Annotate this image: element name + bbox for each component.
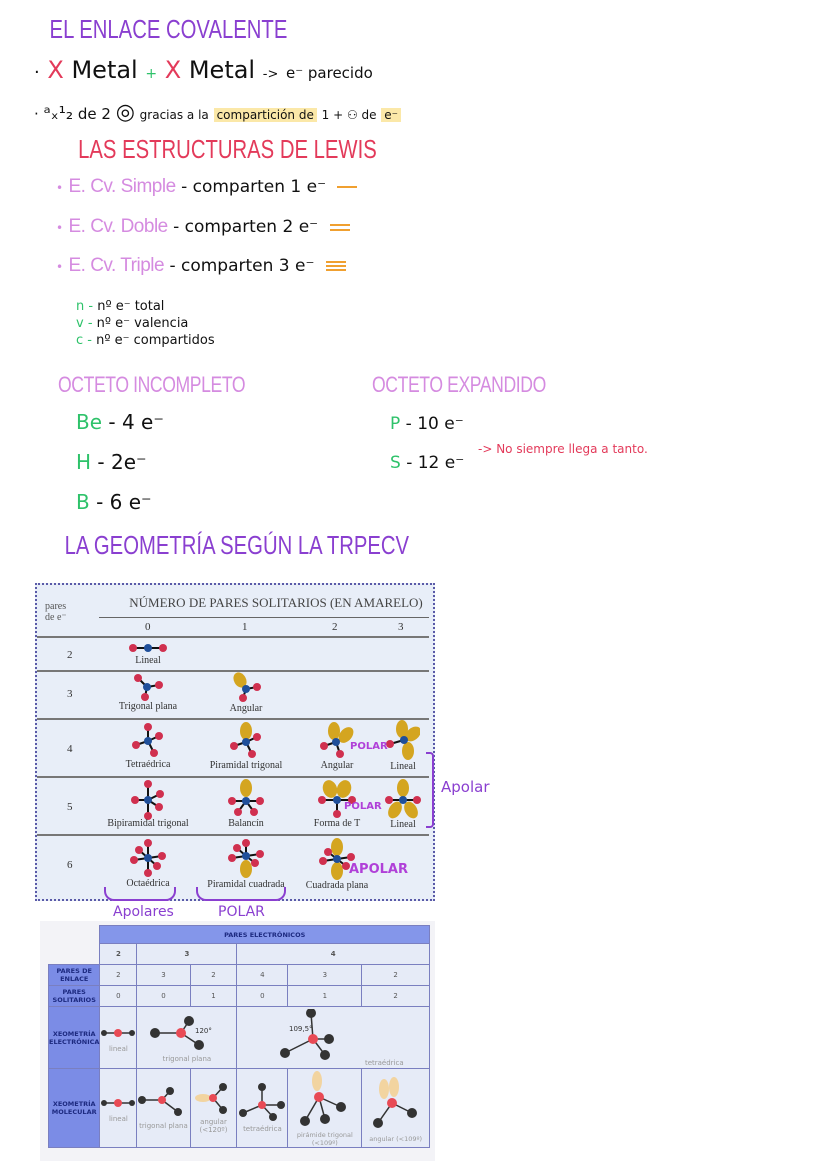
annotation-polar: POLAR [344,801,382,812]
angular-molecule-icon [231,671,261,703]
geometry-label: Piramidal trigonal [209,760,283,771]
text: 2 [101,105,111,123]
table-header: PARES ELECTRÓNICOS [100,926,430,944]
row-label: XEOMETRÍA MOLECULAR [49,1069,100,1148]
row-number: 2 [67,649,73,661]
cell: 4 [237,965,288,986]
table-row [49,986,430,1007]
annotation-apolar-side: Apolar [441,778,490,796]
pares-label: pares de e⁻ [45,601,67,623]
geometry-label: Angular [229,703,263,714]
metal-label: Metal [71,56,138,84]
octeto-item: P - 10 e⁻ [390,414,464,434]
octeto-incompleto-title: OCTETO INCOMPLETO [58,372,246,397]
trigonal-geometry-icon [147,1013,227,1053]
geometry-cell: trigonal plana [137,1069,190,1148]
bond-name: E. Cv. Doble [68,216,168,237]
trigonal-molecule-icon [133,673,163,701]
t-shape-molecule-icon [318,779,356,819]
table-row [49,1069,430,1148]
bond-desc: - comparten 2 e⁻ [173,217,319,237]
cell: 1 [190,986,237,1007]
bullet-text: e⁻ parecido [285,64,373,82]
x-symbol: X [164,56,182,84]
annotation-polar: POLAR [350,741,388,752]
cell: 3 [288,965,362,986]
linear-molecule-icon [128,641,168,655]
group-header: 3 [137,944,237,965]
octeto-note: -> No siempre llega a tanto. [478,442,648,456]
row-number: 3 [67,688,73,700]
octeto-item: S - 12 e⁻ [390,453,465,473]
legend-list [76,298,215,349]
table-row [49,965,430,986]
bond-name: E. Cv. Simple [68,176,176,197]
lewis-item-triple: • E. Cv. Triple - comparten 3 e⁻ [56,255,346,277]
geometry-label: Angular [320,760,354,771]
geometry-label: Bipiramidal trigonal [107,818,189,829]
bond-desc: - comparten 1 e⁻ [181,177,327,197]
bond-name: E. Cv. Triple [68,255,165,276]
annotation-polar-row6: POLAR [218,904,265,920]
tetrahedral-geometry-icon [263,1009,363,1065]
row-number: 6 [67,859,73,871]
cell: 2 [190,965,237,986]
single-bond-icon [337,186,357,188]
page-title: EL ENLACE COVALENTE [49,14,288,44]
linear-4-molecule-icon [386,720,420,762]
legend-item: v - nº e⁻ valencia [76,316,189,331]
group-header: 4 [237,944,430,965]
text: 1 + ⚇ de [321,108,377,122]
vsepr-table: pares de e⁻ NÚMERO DE PARES SOLITARIOS (EN AMARELO) 0 1 2 3 2 3 4 5 6 Lineal Trigonal plana Angular Tetraédrica Piramidal trigonal Angular Lineal Bipiramidal trigonal Balancín Forma de T Lineal Octaédrica Piramidal cuadrada Cuadrada plana [35,583,435,901]
table-header: NÚMERO DE PARES SOLITARIOS (EN AMARELO) [129,595,423,610]
row-number: 4 [67,743,73,755]
geometry-cell: lineal [100,1069,137,1148]
linear-5-molecule-icon [385,779,421,821]
legend-item: n - nº e⁻ total [76,299,165,314]
geometry-label: Lineal [390,819,416,830]
highlight-text: compartición de [214,108,317,122]
row-label: PARES SOLITARIOS [49,986,100,1007]
trigonal-pyramidal-molecule-icon [230,722,262,760]
annotation-apolares: Apolares [113,904,174,920]
brace [196,887,286,901]
geometry-cell: tetraédrica [237,1069,288,1148]
tetrahedral-molecule-icon [132,723,164,759]
octeto-item: H - 2e⁻ [76,450,147,474]
geometry-cell: 120° trigonal plana [137,1007,237,1069]
metal-label: Metal [188,56,256,84]
cell: 0 [237,986,288,1007]
geometry-label: Tetraédrica [125,759,171,770]
divider [99,617,429,618]
lewis-item-simple: • E. Cv. Simple - comparten 1 e⁻ [56,176,357,198]
table-row [49,1007,430,1069]
geometry-label: Forma de T [313,818,361,829]
geometry-label: Lineal [135,655,161,666]
bullet-comparticion: · ᵃₓ¹₂ de 2 ◎ gracias a la compartición de 1 + ⚇ de e⁻ [34,100,401,125]
octeto-item: Be - 4 e⁻ [76,410,164,434]
lewis-item-doble: • E. Cv. Doble - comparten 2 e⁻ [56,216,350,238]
bullet-metal: · X Metal + X Metal -> e⁻ parecido [34,56,373,84]
row-number: 5 [67,801,73,813]
cell: 2 [362,986,430,1007]
section-title-lewis: LAS ESTRUCTURAS DE LEWIS [78,134,377,164]
geometry-cell: 109,5° tetraédrica [237,1007,430,1069]
square-pyramidal-molecule-icon [228,839,264,879]
cell: 1 [288,986,362,1007]
geometry-cell: lineal [100,1007,137,1069]
annotation-apolar: APOLAR [349,862,408,877]
highlight-text: e⁻ [381,108,401,122]
bracket [426,752,434,828]
geometry-label: Trigonal plana [118,701,178,712]
double-bond-icon [330,224,350,231]
cell: 3 [137,965,190,986]
geometry-label: Balancín [228,818,264,829]
geometry-cell: angular (<120º) [190,1069,237,1148]
triple-bond-icon [326,261,346,271]
geometry-cell: angular (<109º) [362,1069,430,1148]
brace [104,887,176,901]
geometry-cell: pirámide trigonal (<109º) [288,1069,362,1148]
octahedral-molecule-icon [130,839,166,877]
seesaw-molecule-icon [228,779,264,819]
target-icon: ◎ [115,100,135,125]
electron-pairs-table [40,921,435,1161]
text: de [77,105,97,123]
legend-item: c - nº e⁻ compartidos [76,333,215,348]
atom-notation: ᵃₓ¹₂ [43,103,74,124]
geometry-label: Piramidal cuadrada [207,879,285,890]
cell: 2 [362,965,430,986]
octeto-expandido-title: OCTETO EXPANDIDO [372,372,546,397]
bipyramidal-molecule-icon [131,780,165,820]
x-symbol: X [47,56,64,84]
angular-4-molecule-icon [320,722,354,760]
plus-sign: + [145,66,158,82]
arrow: -> [262,67,279,82]
group-header: 2 [100,944,137,965]
row-label: XEOMETRÍA ELECTRÓNICA [49,1007,100,1069]
row-label: PARES DE ENLACE [49,965,100,986]
octeto-item: B - 6 e⁻ [76,490,152,514]
section-title-geometria: LA GEOMETRÍA SEGÚN LA TRPECV [64,530,410,560]
text: gracias a la [139,108,209,122]
bond-desc: - comparten 3 e⁻ [169,256,315,276]
cell: 0 [137,986,190,1007]
cell: 2 [100,965,137,986]
linear-geometry-icon [100,1023,136,1043]
cell: 0 [100,986,137,1007]
geometry-label: Cuadrada plana [305,880,369,891]
svg-text:120°: 120° [194,1026,212,1035]
svg-text:109,5°: 109,5° [288,1024,313,1033]
geometry-label: Lineal [390,761,416,772]
geometry-label: Octaédrica [126,878,170,889]
